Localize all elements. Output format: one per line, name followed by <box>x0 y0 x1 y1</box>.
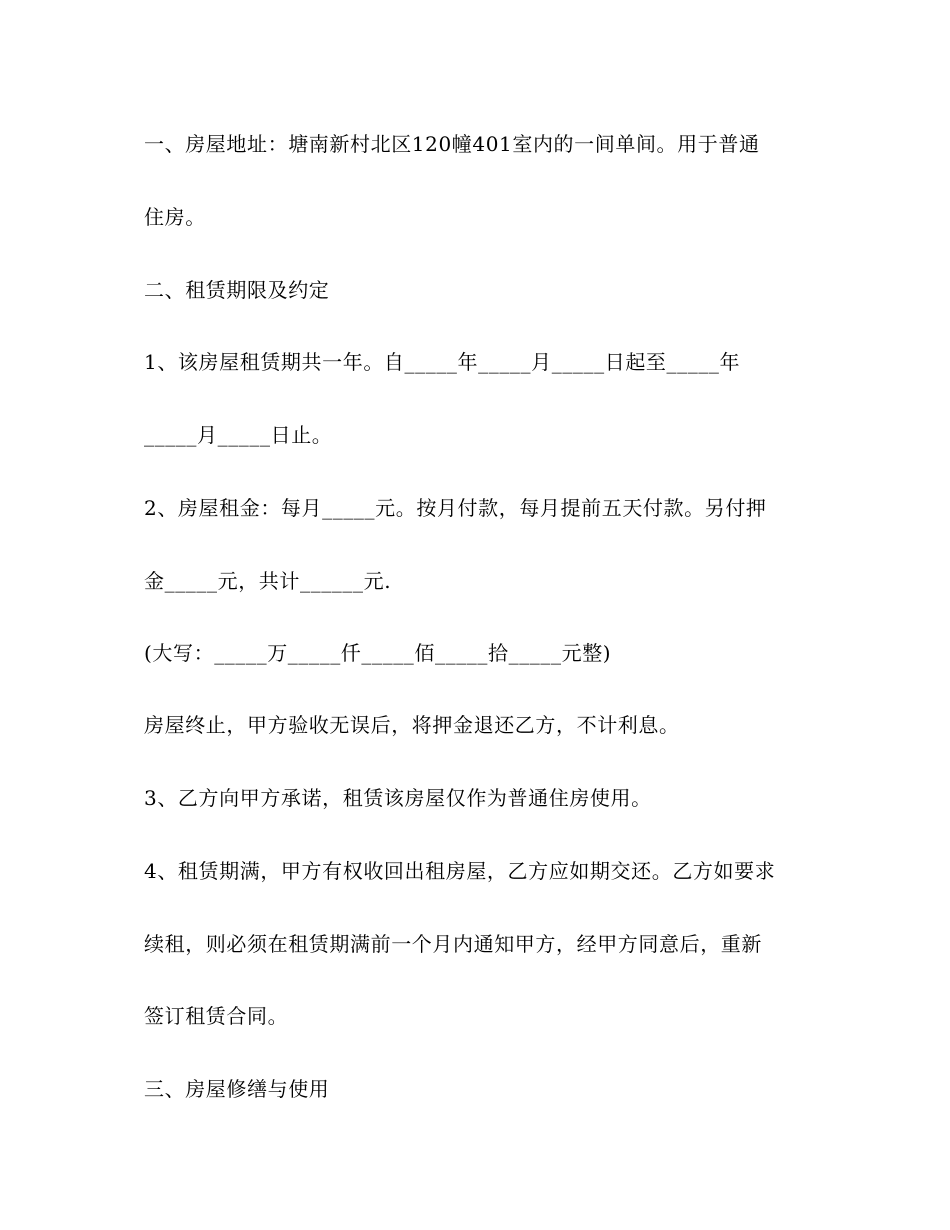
item-2-deposit-refund: 房屋终止，甲方验收无误后，将押金退还乙方，不计利息。 <box>144 713 680 737</box>
item-4-lease-expiry-line-3: 签订租赁合同。 <box>144 1004 289 1028</box>
item-2-rent-line-2: 金_____元，共计______元. <box>144 569 392 593</box>
section-3-heading: 三、房屋修缮与使用 <box>144 1077 330 1101</box>
item-1-lease-term-line-2: _____月_____日止。 <box>144 423 333 447</box>
clause-1-house-address-line-2: 住房。 <box>144 205 206 229</box>
item-4-lease-expiry-line-2: 续租，则必须在租赁期满前一个月内通知甲方，经甲方同意后，重新 <box>144 932 762 956</box>
item-2-amount-in-words: (大写：_____万_____仟_____佰_____拾_____元整) <box>144 641 612 665</box>
item-2-rent-line-1: 2、房屋租金：每月_____元。按月付款，每月提前五天付款。另付押 <box>144 496 767 520</box>
item-3-usage-commitment: 3、乙方向甲方承诺，租赁该房屋仅作为普通住房使用。 <box>144 786 652 810</box>
item-1-lease-term-line-1: 1、该房屋租赁期共一年。自_____年_____月_____日起至_____年 <box>144 350 741 374</box>
clause-1-house-address-line-1: 一、房屋地址：塘南新村北区120幢401室内的一间单间。用于普通 <box>144 132 760 156</box>
item-4-lease-expiry-line-1: 4、租赁期满，甲方有权收回出租房屋，乙方应如期交还。乙方如要求 <box>144 859 776 883</box>
section-2-heading: 二、租赁期限及约定 <box>144 278 330 302</box>
